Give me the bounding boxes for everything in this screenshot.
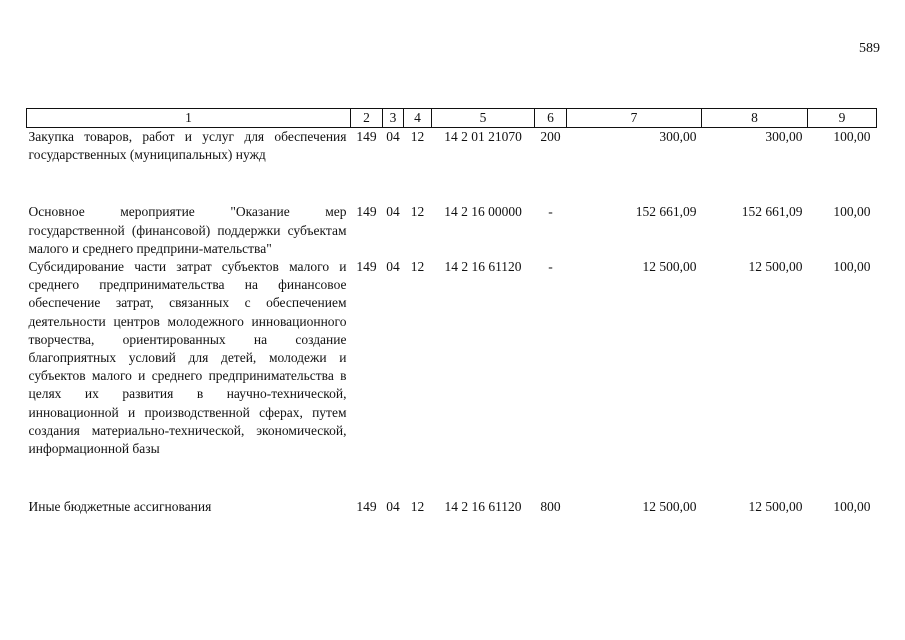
row-code-4: 12 [410,499,425,515]
header-col-1: 1 [27,109,351,128]
row-code-6: 200 [540,129,561,144]
page-number: 589 [859,41,880,56]
row-code-2: 149 [356,204,377,220]
row-name: Закупка товаров, работ и услуг для обеспечения государственных (муниципальных) нужд [28,129,347,163]
table-row [27,498,877,516]
table-row [27,203,877,258]
table-header [27,109,877,128]
row-code-6: - [548,204,553,220]
header-col-4: 4 [404,109,432,128]
header-col-2: 2 [351,109,383,128]
row-code-3: 04 [386,204,400,220]
row-code-6: 800 [540,499,561,515]
budget-table [26,108,877,516]
header-col-5: 5 [432,109,535,128]
row-amount-8: 12 500,00 [748,499,803,515]
row-code-3: 04 [386,259,400,275]
row-code-4: 12 [410,259,425,275]
table-body [27,128,877,517]
row-code-5: 14 2 16 00000 [444,204,522,220]
row-amount-8: 300,00 [765,129,803,144]
row-amount-7: 152 661,09 [635,204,697,220]
row-amount-7: 12 500,00 [642,499,697,515]
row-code-4: 12 [410,204,425,220]
row-code-2: 149 [356,499,377,515]
row-code-6: - [548,259,553,275]
row-amount-8: 152 661,09 [741,204,803,220]
row-name: Иные бюджетные ассигнования [28,499,212,515]
row-code-5: 14 2 16 61120 [444,499,522,515]
table-row [27,128,877,204]
row-code-5: 14 2 01 21070 [444,129,522,144]
header-col-9: 9 [808,109,877,128]
row-code-3: 04 [386,129,400,144]
row-code-2: 149 [356,259,377,275]
row-percent-9: 100,00 [833,499,871,515]
row-amount-7: 12 500,00 [642,259,697,275]
row-code-5: 14 2 16 61120 [444,259,522,275]
header-row [27,109,877,128]
row-name: Основное мероприятие "Оказание мер государственной (финансовой) поддержки субъектам малого и среднего предприни-мательства" [28,204,347,256]
row-code-2: 149 [356,129,377,144]
row-percent-9: 100,00 [833,204,871,220]
header-col-6: 6 [535,109,567,128]
table-row [27,258,877,498]
row-percent-9: 100,00 [833,129,871,144]
row-percent-9: 100,00 [833,259,871,275]
row-amount-8: 12 500,00 [748,259,803,275]
row-name: Субсидирование части затрат субъектов малого и среднего предпринимательства на финансовое обеспечение затрат, связанных с обеспечением деятельности центров молодежного инновационного творчества, ориентированных на создание благоприятных условий для детей, молодежи и субъектов малого и среднего предпринимательства в целях их развития в научно-технической, инновационной и производственной сферах, путем создания материально-технической, экономической, информационной базы [28,259,347,457]
header-col-8: 8 [702,109,808,128]
row-code-3: 04 [386,499,400,515]
header-col-3: 3 [383,109,404,128]
row-amount-7: 300,00 [659,129,697,144]
header-col-7: 7 [567,109,702,128]
row-code-4: 12 [410,129,425,144]
